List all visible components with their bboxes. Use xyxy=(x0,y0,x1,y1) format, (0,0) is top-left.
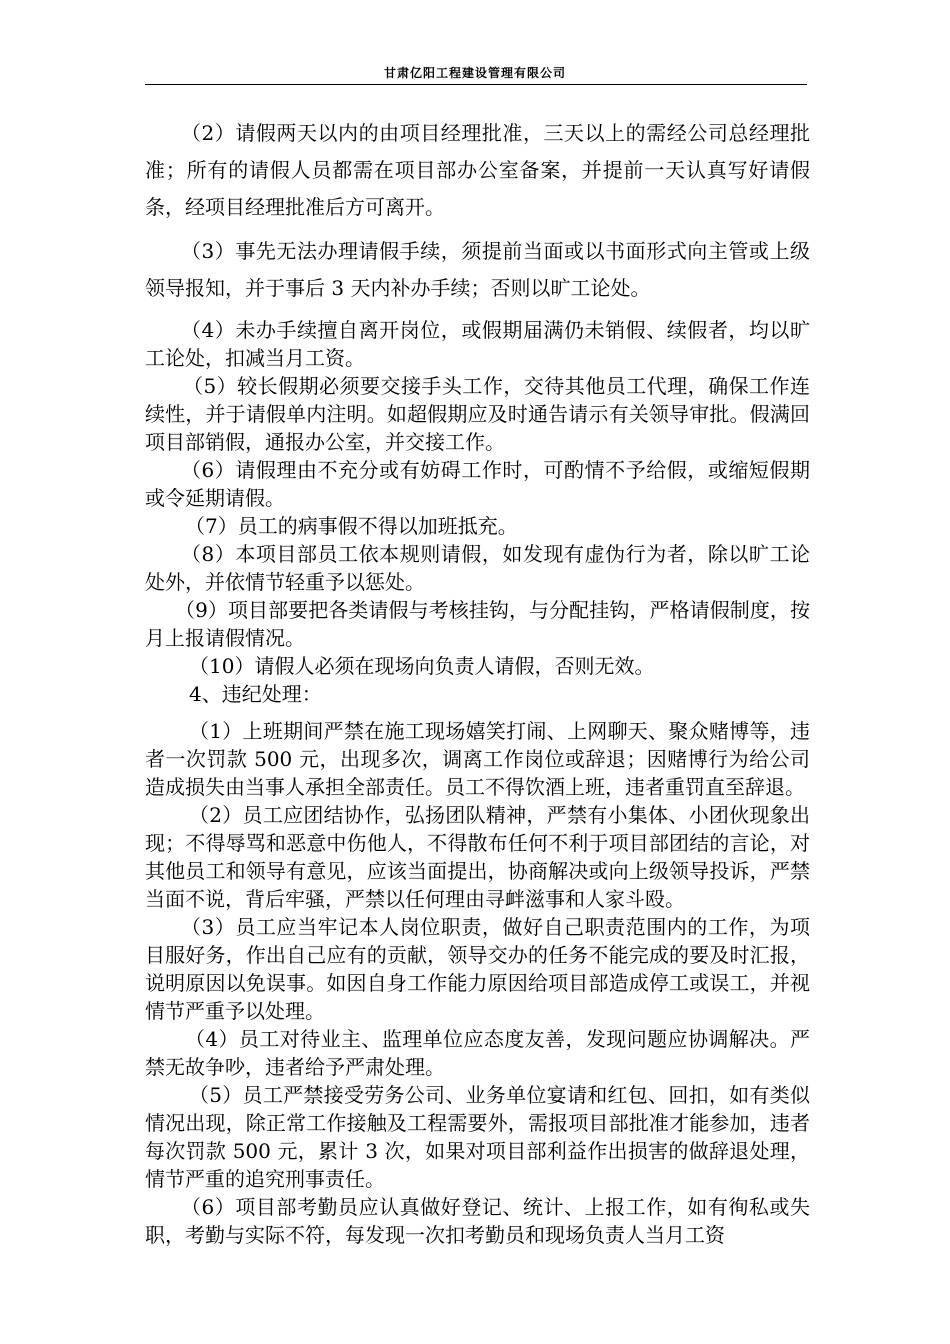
header-divider xyxy=(145,84,807,85)
discipline-rule-5: （5）员工严禁接受劳务公司、业务单位宴请和红包、回扣，如有类似情况出现，除正常工作接触及工程需要外，需报项目部批准才能参加，违者每次罚款 500 元，累计 3 次，如果对项目部利益作出损害的做辞退处理，情节严重的追究刑事责任。 xyxy=(145,1083,810,1191)
leave-rule-3: （3）事先无法办理请假手续，须提前当面或以书面形式向主管或上级领导报知，并于事后 3 天内补办手续；否则以旷工论处。 xyxy=(145,239,810,300)
discipline-rule-1: （1）上班期间严禁在施工现场嬉笑打闹、上网聊天、聚众赌博等，违者一次罚款 500 元，出现多次，调离工作岗位或辞退；因赌博行为给公司造成损失由当事人承担全部责任。员工不得饮酒上班，违者重罚直至辞退。 xyxy=(145,719,810,799)
discipline-rule-2: （2）员工应团结协作，弘扬团队精神，严禁有小集体、小团伙现象出现；不得辱骂和恶意中伤他人，不得散布任何不利于项目部团结的言论，对其他员工和领导有意见，应该当面提出，协商解决或向上级领导投诉，严禁当面不说，背后牢骚，严禁以任何理由寻衅滋事和人家斗殴。 xyxy=(145,803,810,911)
discipline-rule-4: （4）员工对待业主、监理单位应态度友善，发现问题应协调解决。严禁无故争吵，违者给予严肃处理。 xyxy=(145,1027,810,1079)
document-body xyxy=(145,115,810,1249)
discipline-rule-6: （6）项目部考勤员应认真做好登记、统计、上报工作，如有徇私或失职，考勤与实际不符，每发现一次扣考勤员和现场负责人当月工资 xyxy=(145,1195,810,1247)
leave-rule-9: （9）项目部要把各类请假与考核挂钩，与分配挂钩，严格请假制度，按月上报请假情况。 xyxy=(145,598,810,650)
leave-rule-10: （10）请假人必须在现场向负责人请假，否则无效。 xyxy=(189,654,655,678)
leave-rule-5: （5）较长假期必须要交接手头工作，交待其他员工代理，确保工作连续性，并于请假单内注明。如超假期应及时通告请示有关领导审批。假满回项目部销假，通报办公室，并交接工作。 xyxy=(145,374,810,454)
leave-rule-8: （8）本项目部员工依本规则请假，如发现有虚伪行为者，除以旷工论处外，并依情节轻重予以惩处。 xyxy=(145,542,810,594)
leave-rule-7: （7）员工的病事假不得以加班抵充。 xyxy=(185,514,518,538)
section-heading-discipline: 4、违纪处理： xyxy=(189,682,322,706)
page-header-company: 甘肃亿阳工程建设管理有限公司 xyxy=(383,66,566,80)
leave-rule-2: （2）请假两天以内的由项目经理批准，三天以上的需经公司总经理批准；所有的请假人员都需在项目部办公室备案，并提前一天认真写好请假条，经项目经理批准后方可离开。 xyxy=(145,121,810,219)
discipline-rule-3: （3）员工应当牢记本人岗位职责，做好自己职责范围内的工作，为项目服好务，作出自己应有的贡献，领导交办的任务不能完成的要及时汇报，说明原因以免误事。如因自身工作能力原因给项目部造成停工或误工，并视情节严重予以处理。 xyxy=(145,915,810,1023)
leave-rule-6: （6）请假理由不充分或有妨碍工作时，可酌情不予给假，或缩短假期或令延期请假。 xyxy=(145,458,810,510)
leave-rule-4: （4）未办手续擅自离开岗位，或假期届满仍未销假、续假者，均以旷工论处，扣减当月工资。 xyxy=(145,318,810,370)
